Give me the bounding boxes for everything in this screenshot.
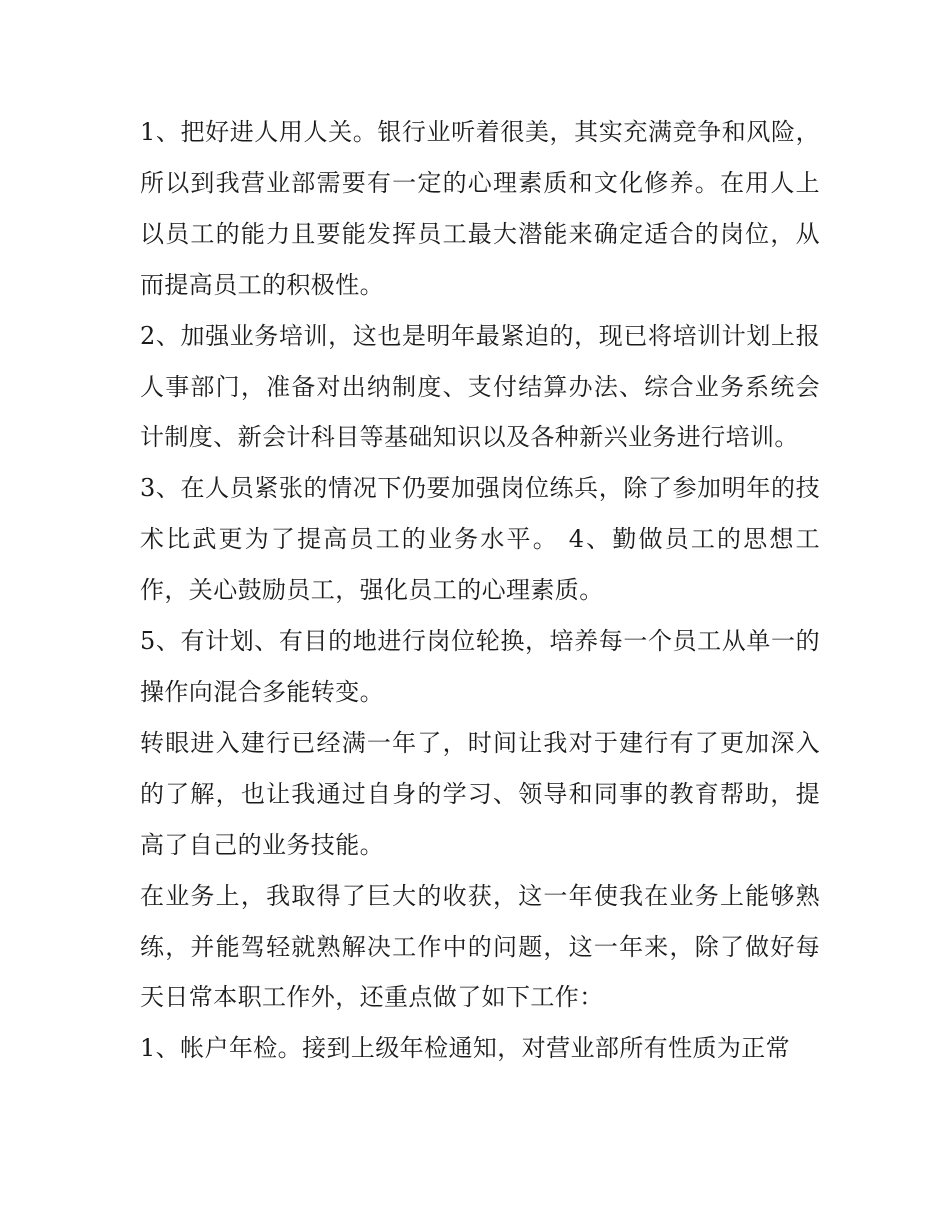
paragraph-training: 2、加强业务培训，这也是明年最紧迫的，现已将培训计划上报人事部门，准备对出纳制度、支付结算办法、综合业务系统会计制度、新会计科目等基础知识以及各种新兴业务进行培训。 xyxy=(140,321,820,452)
paragraph-post-practice: 3、在人员紧张的情况下仍要加强岗位练兵，除了参加明年的技术比武更为了提高员工的业务水平。 4、勤做员工的思想工作，关心鼓励员工，强化员工的心理素质。 xyxy=(140,474,820,605)
paragraph-rotation: 5、有计划、有目的地进行岗位轮换，培养每一个员工从单一的操作向混合多能转变。 xyxy=(140,627,820,706)
document-body xyxy=(140,107,820,1074)
paragraph-hiring: 1、把好进人用人关。银行业听着很美，其实充满竞争和风险，所以到我营业部需要有一定的心理素质和文化修养。在用人上以员工的能力且要能发挥员工最大潜能来确定适合的岗位，从而提高员工的积极性。 xyxy=(140,118,820,299)
paragraph-business-gains: 在业务上，我取得了巨大的收获，这一年使我在业务上能够熟练，并能驾轻就熟解决工作中的问题，这一年来，除了做好每天日常本职工作外，还重点做了如下工作： xyxy=(140,881,820,1012)
paragraph-account-inspection: 1、帐户年检。接到上级年检通知，对营业部所有性质为正常 xyxy=(140,1034,791,1063)
paragraph-one-year: 转眼进入建行已经满一年了，时间让我对于建行有了更加深入的了解，也让我通过自身的学习、领导和同事的教育帮助，提高了自己的业务技能。 xyxy=(140,728,820,859)
